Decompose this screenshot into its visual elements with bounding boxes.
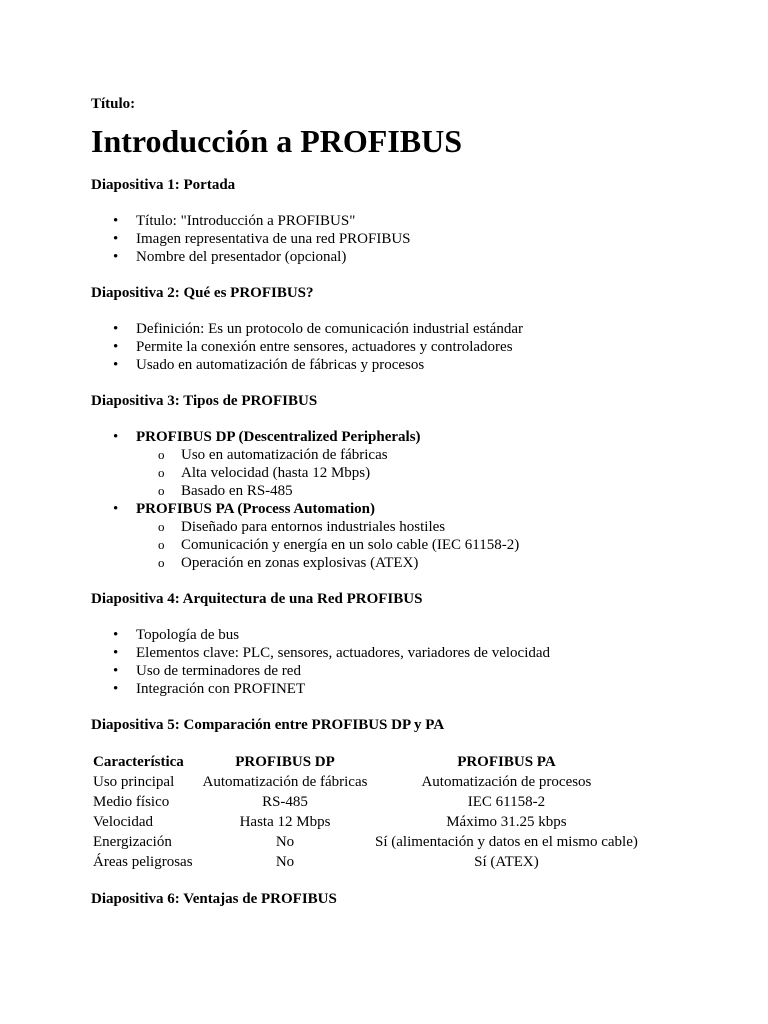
slide-6-heading: Diapositiva 6: Ventajas de PROFIBUS [91,891,337,907]
table-cell: No [275,854,295,870]
sub-list-item: o Comunicación y energía en un solo cable (IEC 61158-2) [136,536,678,554]
group-title-dp: PROFIBUS DP (Descentralized Peripherals) [136,429,421,445]
slide-3-list [91,428,678,572]
list-item-group [91,428,678,500]
sub-list-item: o Diseñado para entornos industriales hostiles [136,518,678,536]
list-item: • Permite la conexión entre sensores, actuadores y controladores [91,338,678,356]
slide-4-list [91,626,678,698]
table-cell: Energización [93,834,172,850]
list-item: • Imagen representativa de una red PROFIBUS [91,230,678,248]
table-cell: Uso principal [93,774,175,790]
list-item: • Topología de bus [91,626,678,644]
list-item: • Definición: Es un protocolo de comunicación industrial estándar [91,320,678,338]
document-title: Introducción a PROFIBUS [91,123,463,159]
table-cell: Automatización de fábricas [202,774,368,790]
slide-2-heading: Diapositiva 2: Qué es PROFIBUS? [91,285,314,301]
slide-5-heading: Diapositiva 5: Comparación entre PROFIBUS DP y PA [91,717,445,733]
table-cell: Velocidad [93,814,153,830]
slide-3-heading: Diapositiva 3: Tipos de PROFIBUS [91,393,318,409]
sub-list-item: o Uso en automatización de fábricas [136,446,678,464]
sub-list-item: o Alta velocidad (hasta 12 Mbps) [136,464,678,482]
table-cell: Hasta 12 Mbps [239,814,331,830]
list-item: • Título: "Introducción a PROFIBUS" [91,212,678,230]
table-cell: No [275,834,295,850]
table-header-cell: Característica [93,754,184,770]
table-cell: Sí (ATEX) [474,854,539,870]
list-item: • Nombre del presentador (opcional) [91,248,678,266]
group-title-pa: PROFIBUS PA (Process Automation) [136,501,376,517]
slide-1-heading: Diapositiva 1: Portada [91,177,236,193]
table-row [91,852,640,872]
list-item-group [91,500,678,572]
table-cell: Máximo 31.25 kbps [446,814,567,830]
table-header-cell: PROFIBUS DP [235,754,335,770]
list-item: • Integración con PROFINET [91,680,678,698]
table-cell: Automatización de procesos [421,774,592,790]
title-label: Título: [91,96,136,112]
list-item: • Usado en automatización de fábricas y procesos [91,356,678,374]
table-header-row [91,752,640,772]
sub-list-pa [136,518,678,572]
sub-list-item: o Basado en RS-485 [136,482,678,500]
list-item: • Elementos clave: PLC, sensores, actuadores, variadores de velocidad [91,644,678,662]
table-row [91,792,640,812]
table-cell: Medio físico [93,794,170,810]
table-row [91,772,640,792]
sub-list-dp [136,446,678,500]
slide-1-list [91,212,678,266]
table-header-cell: PROFIBUS PA [457,754,556,770]
list-item: • Uso de terminadores de red [91,662,678,680]
table-cell: Áreas peligrosas [93,854,193,870]
slide-2-list [91,320,678,374]
table-cell: Sí (alimentación y datos en el mismo cable) [375,834,638,850]
table-cell: IEC 61158-2 [467,794,546,810]
table-cell: RS-485 [262,794,308,810]
comparison-table [91,752,640,872]
sub-list-item: o Operación en zonas explosivas (ATEX) [136,554,678,572]
table-row [91,812,640,832]
table-row [91,832,640,852]
slide-4-heading: Diapositiva 4: Arquitectura de una Red PROFIBUS [91,591,423,607]
